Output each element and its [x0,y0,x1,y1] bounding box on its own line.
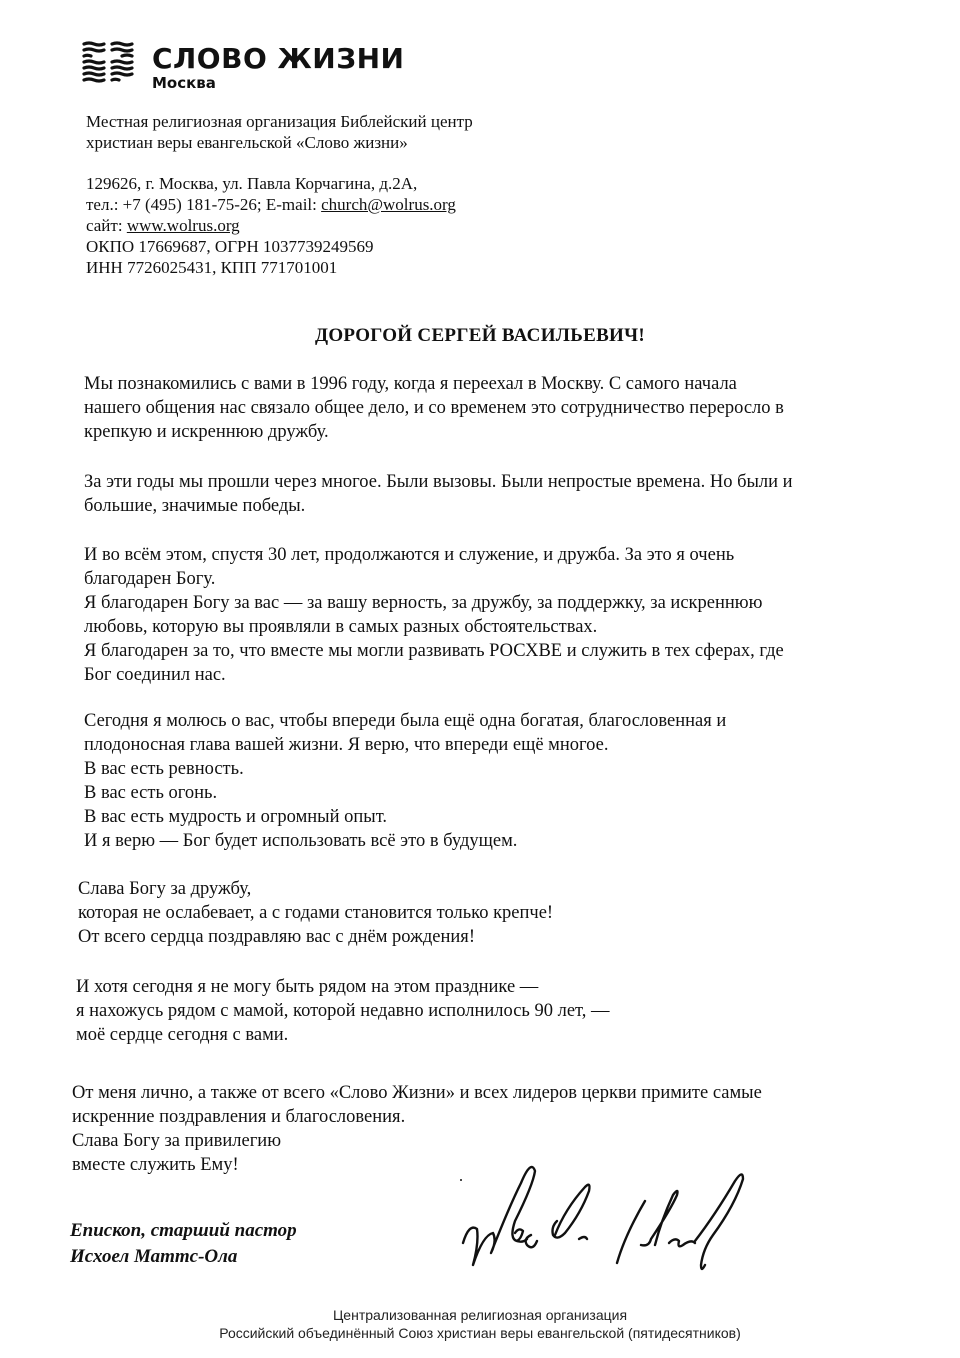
text-line: В вас есть огонь. [84,783,218,803]
footer-line: Централизованная религиозная организация [332,1307,628,1323]
signatory-name: Исхоел Маттс-Ола [70,1246,238,1267]
logo-title: СЛОВО ЖИЗНИ [152,42,405,75]
phone: тел.: +7 (495) 181-75-26; E-mail: [86,195,322,214]
site-label: сайт: [86,216,127,235]
site-line [86,215,456,236]
org-name [86,111,473,153]
okpo-ogrn: ОКПО 17669687, ОГРН 1037739249569 [86,237,374,256]
email-link[interactable]: church@wolrus.org [321,195,456,214]
logo-city: Москва [152,74,216,92]
waves-logo-icon [82,40,134,84]
text-line: вместе служить Ему! [72,1155,239,1175]
text-line: И во всём этом, спустя 30 лет, продолжаются и служение, и дружба. За это я очень [84,545,735,565]
text-line: благодарен Богу. [84,569,216,589]
address: 129626, г. Москва, ул. Павла Корчагина, д.2А, [86,174,418,193]
text-line: И я верю — Бог будет использовать всё это в будущем. [84,831,518,851]
handwritten-signature [455,1155,780,1285]
paragraph [84,372,784,444]
text-line: Я благодарен за то, что вместе мы могли развивать РОСХВЕ и служить в тех сферах, где [84,641,784,661]
text-line: любовь, которую вы проявляли в самых разных обстоятельствах. [84,617,598,637]
footer [0,1306,960,1342]
contacts [86,173,456,278]
signatory [70,1218,297,1270]
text-line: И хотя сегодня я не могу быть рядом на этом празднике — [76,977,539,997]
paragraph [78,877,553,949]
org-line: христиан веры евангельской «Слово жизни» [86,133,408,152]
signatory-title: Епископ, старший пастор [70,1220,297,1241]
footer-line: Российский объединённый Союз христиан веры евангельской (пятидесятников) [219,1325,741,1341]
text-line: Мы познакомились с вами в 1996 году, когда я переехал в Москву. С самого начала [84,374,737,394]
text-line: большие, значимые победы. [84,496,306,516]
text-line: я нахожусь рядом с мамой, которой недавно исполнилось 90 лет, — [76,1001,610,1021]
text-line: Бог соединил нас. [84,665,226,685]
text-line: которая не ослабевает, а с годами становится только крепче! [78,903,554,923]
paragraph [84,543,784,687]
paragraph [84,709,726,853]
text-line: нашего общения нас связало общее дело, и со временем это сотрудничество переросло в [84,398,784,418]
text-line: За эти годы мы прошли через многое. Были вызовы. Были непростые времена. Но были и [84,472,793,492]
paragraph [76,975,609,1047]
text-line: крепкую и искреннюю дружбу. [84,422,329,442]
paragraph [84,470,793,518]
text-line: От всего сердца поздравляю вас с днём рождения! [78,927,475,947]
salutation: ДОРОГОЙ СЕРГЕЙ ВАСИЛЬЕВИЧ! [314,325,645,346]
text-line: Слава Богу за дружбу, [78,879,252,899]
text-line: искренние поздравления и благословения. [72,1107,406,1127]
text-line: Я благодарен Богу за вас — за вашу верность, за дружбу, за поддержку, за искреннюю [84,593,763,613]
text-line: От меня лично, а также от всего «Слово Жизни» и всех лидеров церкви примите самые [72,1083,762,1103]
text-line: моё сердце сегодня с вами. [76,1025,289,1045]
text-line: Сегодня я молюсь о вас, чтобы впереди была ещё одна богатая, благословенная и [84,711,727,731]
text-line: В вас есть ревность. [84,759,244,779]
phone-email-line [86,194,456,215]
org-line: Местная религиозная организация Библейский центр [86,112,473,131]
text-line: В вас есть мудрость и огромный опыт. [84,807,388,827]
text-line: плодоносная глава вашей жизни. Я верю, что впереди ещё многое. [84,735,609,755]
inn-kpp: ИНН 7726025431, КПП 771701001 [86,258,338,277]
site-link[interactable]: www.wolrus.org [126,216,240,235]
text-line: Слава Богу за привилегию [72,1131,282,1151]
